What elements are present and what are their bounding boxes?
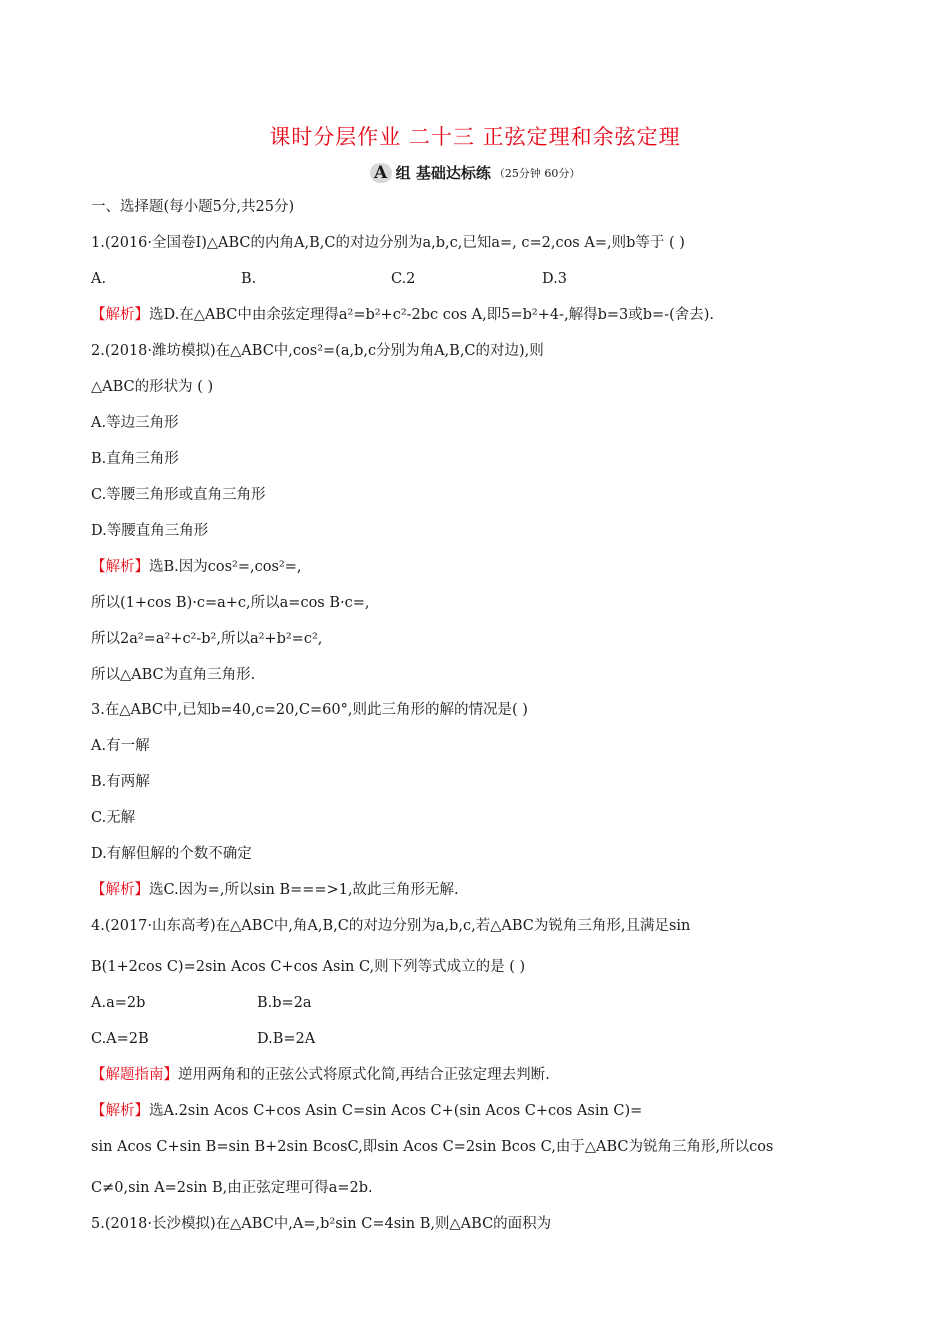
q3-analysis: [91, 880, 459, 900]
q4-stem-line2: B(1+2cos C)=2sin Acos C+cos Asin C,则下列等式成立的是 ( ): [91, 959, 526, 975]
q5-stem: 5.(2018·长沙模拟)在△ABC中,A=,b²sin C=4sin B,则△ABC的面积为: [91, 1216, 552, 1232]
q1-stem: 1.(2016·全国卷Ⅰ)△ABC的内角A,B,C的对边分别为a,b,c,已知a=, c=2,cos A=,则b等于 ( ): [91, 235, 685, 251]
q4-analysis: [91, 1101, 642, 1121]
q4-option-d: D.B=2A: [257, 1031, 316, 1047]
q3-option-b: B.有两解: [91, 774, 150, 790]
q4-guide-text: 逆用两角和的正弦公式将原式化简,再结合正弦定理去判断.: [178, 1067, 550, 1083]
q2-analysis: [91, 557, 302, 577]
question-heading: 一、选择题(每小题5分,共25分): [91, 199, 295, 215]
q4-analysis-line2: sin Acos C+sin B=sin B+2sin BcosC,即sin Acos C=2sin Bcos C,由于△ABC为锐角三角形,所以cos: [91, 1139, 774, 1155]
analysis-tag: 【解析】: [91, 882, 149, 898]
q4-option-b: B.b=2a: [257, 995, 312, 1011]
q1-analysis: [91, 305, 714, 325]
q2-option-b: B.直角三角形: [91, 451, 179, 467]
analysis-tag: 【解析】: [91, 1103, 149, 1119]
q3-stem: 3.在△ABC中,已知b=40,c=20,C=60°,则此三角形的解的情况是( ): [91, 702, 528, 718]
q4-guide: [91, 1065, 550, 1085]
q2-option-a: A.等边三角形: [91, 415, 179, 431]
q4-analysis-line3: C≠0,sin A=2sin B,由正弦定理可得a=2b.: [91, 1180, 373, 1196]
q3-option-a: A.有一解: [91, 738, 150, 754]
q1-analysis-text: 选D.在△ABC中由余弦定理得a²=b²+c²-2bc cos A,即5=b²+4-,解得b=3或b=-(舍去).: [149, 307, 715, 323]
group-a-icon: A: [370, 163, 392, 183]
q1-option-d: D.3: [542, 271, 567, 287]
q2-stem-line2: △ABC的形状为 ( ): [91, 379, 214, 395]
q2-option-c: C.等腰三角形或直角三角形: [91, 487, 266, 503]
q1-option-b: B.: [241, 271, 257, 287]
q4-stem-line1: 4.(2017·山东高考)在△ABC中,角A,B,C的对边分别为a,b,c,若△ABC为锐角三角形,且满足sin: [91, 918, 691, 934]
q4-analysis-text: 选A.2sin Acos C+cos Asin C=sin Acos C+(sin Acos C+cos Asin C)=: [149, 1103, 643, 1119]
q3-option-d: D.有解但解的个数不确定: [91, 846, 252, 862]
q1-option-c: C.2: [391, 271, 416, 287]
q4-option-a: A.a=2b: [91, 995, 146, 1011]
q3-option-c: C.无解: [91, 810, 136, 826]
q2-step-1: 所以(1+cos B)·c=a+c,所以a=cos B·c=,: [91, 595, 370, 611]
section-time: （25分钟 60分）: [493, 166, 581, 180]
q4-option-c: C.A=2B: [91, 1031, 149, 1047]
q2-option-d: D.等腰直角三角形: [91, 523, 209, 539]
page-title: 课时分层作业 二十三 正弦定理和余弦定理: [269, 125, 681, 149]
q2-stem-line1: 2.(2018·潍坊模拟)在△ABC中,cos²=(a,b,c分别为角A,B,C的对边),则: [91, 343, 544, 359]
q2-step-3: 所以△ABC为直角三角形.: [91, 667, 256, 683]
section-header: [0, 162, 950, 183]
section-name: 组 基础达标练: [395, 164, 491, 182]
q3-analysis-text: 选C.因为=,所以sin B===>1,故此三角形无解.: [149, 882, 459, 898]
q2-step-2: 所以2a²=a²+c²-b²,所以a²+b²=c²,: [91, 631, 323, 647]
analysis-tag: 【解析】: [91, 307, 149, 323]
guide-tag: 【解题指南】: [91, 1067, 178, 1083]
q2-analysis-text: 选B.因为cos²=,cos²=,: [149, 559, 302, 575]
q1-option-a: A.: [91, 271, 107, 287]
analysis-tag: 【解析】: [91, 559, 149, 575]
